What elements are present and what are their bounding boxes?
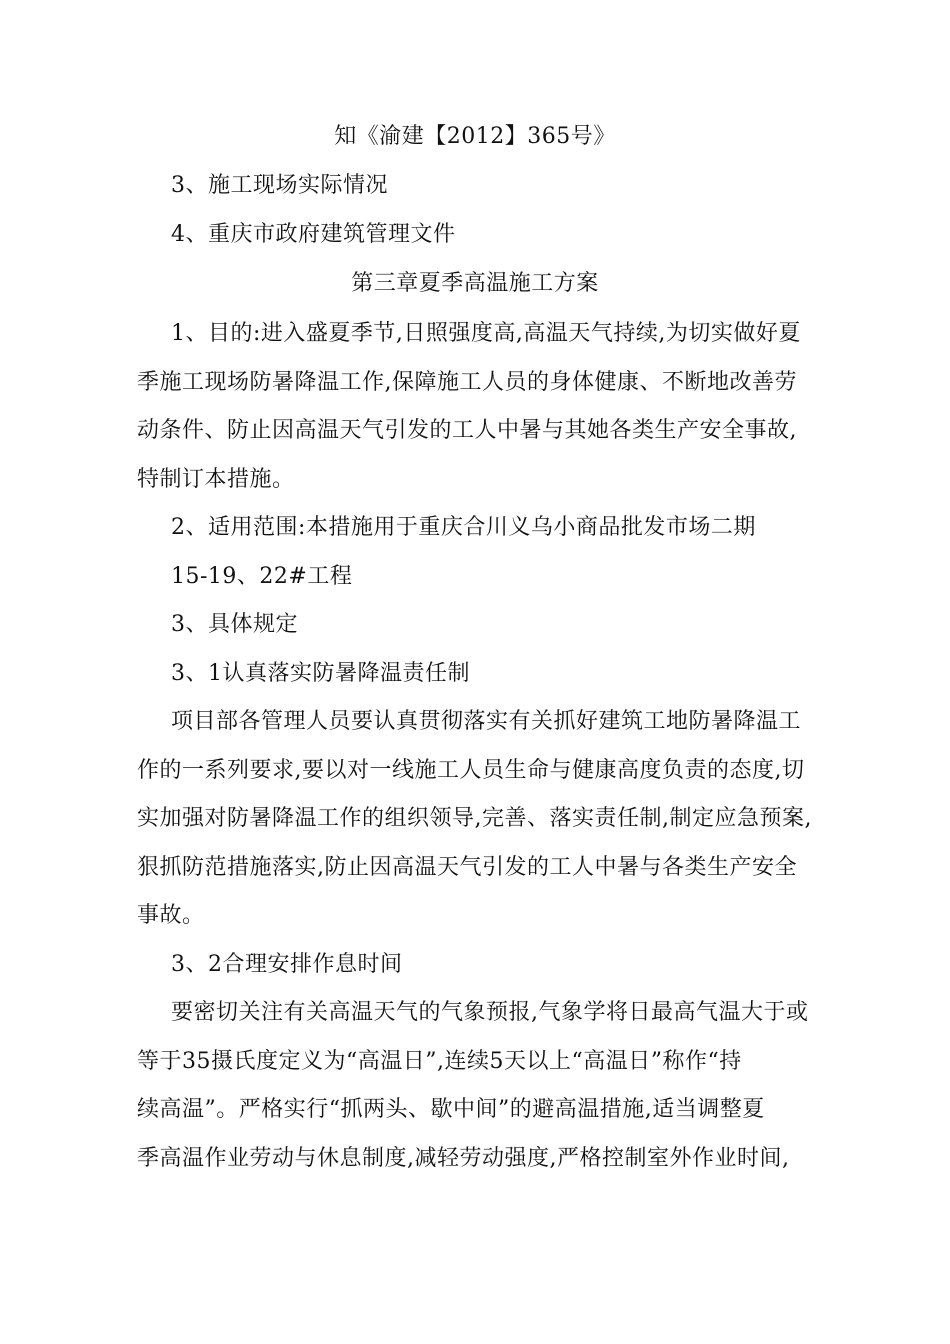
paragraph-line: 要密切关注有关高温天气的气象预报,气象学将日最高气温大于或: [171, 1000, 809, 1025]
reference-line: 知《渝建【2012】365号》: [334, 124, 616, 149]
paragraph-line: 事故。: [137, 903, 205, 928]
section-heading-3-2: 3、2合理安排作息时间: [171, 951, 403, 977]
paragraph-line: 项目部各管理人员要认真贯彻落实有关抓好建筑工地防暑降温工: [171, 709, 802, 734]
paragraph-line: 特制订本措施。: [137, 466, 295, 492]
paragraph-line: 动条件、防止因高温天气引发的工人中暑与其她各类生产安全事故,: [137, 418, 797, 443]
paragraph-line: 2、适用范围:本措施用于重庆合川义乌小商品批发市场二期: [171, 515, 756, 540]
paragraph-line: 狠抓防范措施落实,防止因高温天气引发的工人中暑与各类生产安全: [137, 854, 797, 880]
body-main: [137, 310, 817, 1183]
section-heading-3: 3、具体规定: [171, 612, 298, 637]
chapter-title: 第三章夏季高温施工方案: [351, 271, 599, 296]
paragraph-responsibility: [137, 698, 817, 941]
paragraph-purpose: [137, 310, 817, 504]
paragraph-line: 续高温”。严格实行“抓两头、歇中间”的避高温措施,适当调整夏: [137, 1097, 765, 1122]
paragraph-line: 等于35摄氏度定义为“高温日”,连续5天以上“高温日”称作“持: [137, 1048, 742, 1074]
paragraph-line: 实加强对防暑降温工作的组织领导,完善、落实责任制,制定应急预案,: [137, 806, 812, 831]
body-upper: [137, 162, 817, 259]
paragraph-line: 季高温作业劳动与休息制度,减轻劳动强度,严格控制室外作业时间,: [137, 1145, 790, 1171]
paragraph-line: 1、目的:进入盛夏季节,日照强度高,高温天气持续,为切实做好夏: [171, 321, 801, 346]
list-item-3: 3、施工现场实际情况: [171, 173, 388, 198]
paragraph-line: 15-19、22#工程: [171, 563, 353, 589]
paragraph-line: 作的一系列要求,要以对一线施工人员生命与健康高度负责的态度,切: [137, 757, 805, 783]
list-item-4: 4、重庆市政府建筑管理文件: [171, 221, 456, 247]
paragraph-schedule: [137, 989, 817, 1183]
paragraph-line: 季施工现场防暑降温工作,保障施工人员的身体健康、不断地改善劳: [137, 369, 797, 395]
paragraph-scope: [137, 504, 817, 601]
section-heading-3-1: 3、1认真落实防暑降温责任制: [171, 660, 470, 686]
